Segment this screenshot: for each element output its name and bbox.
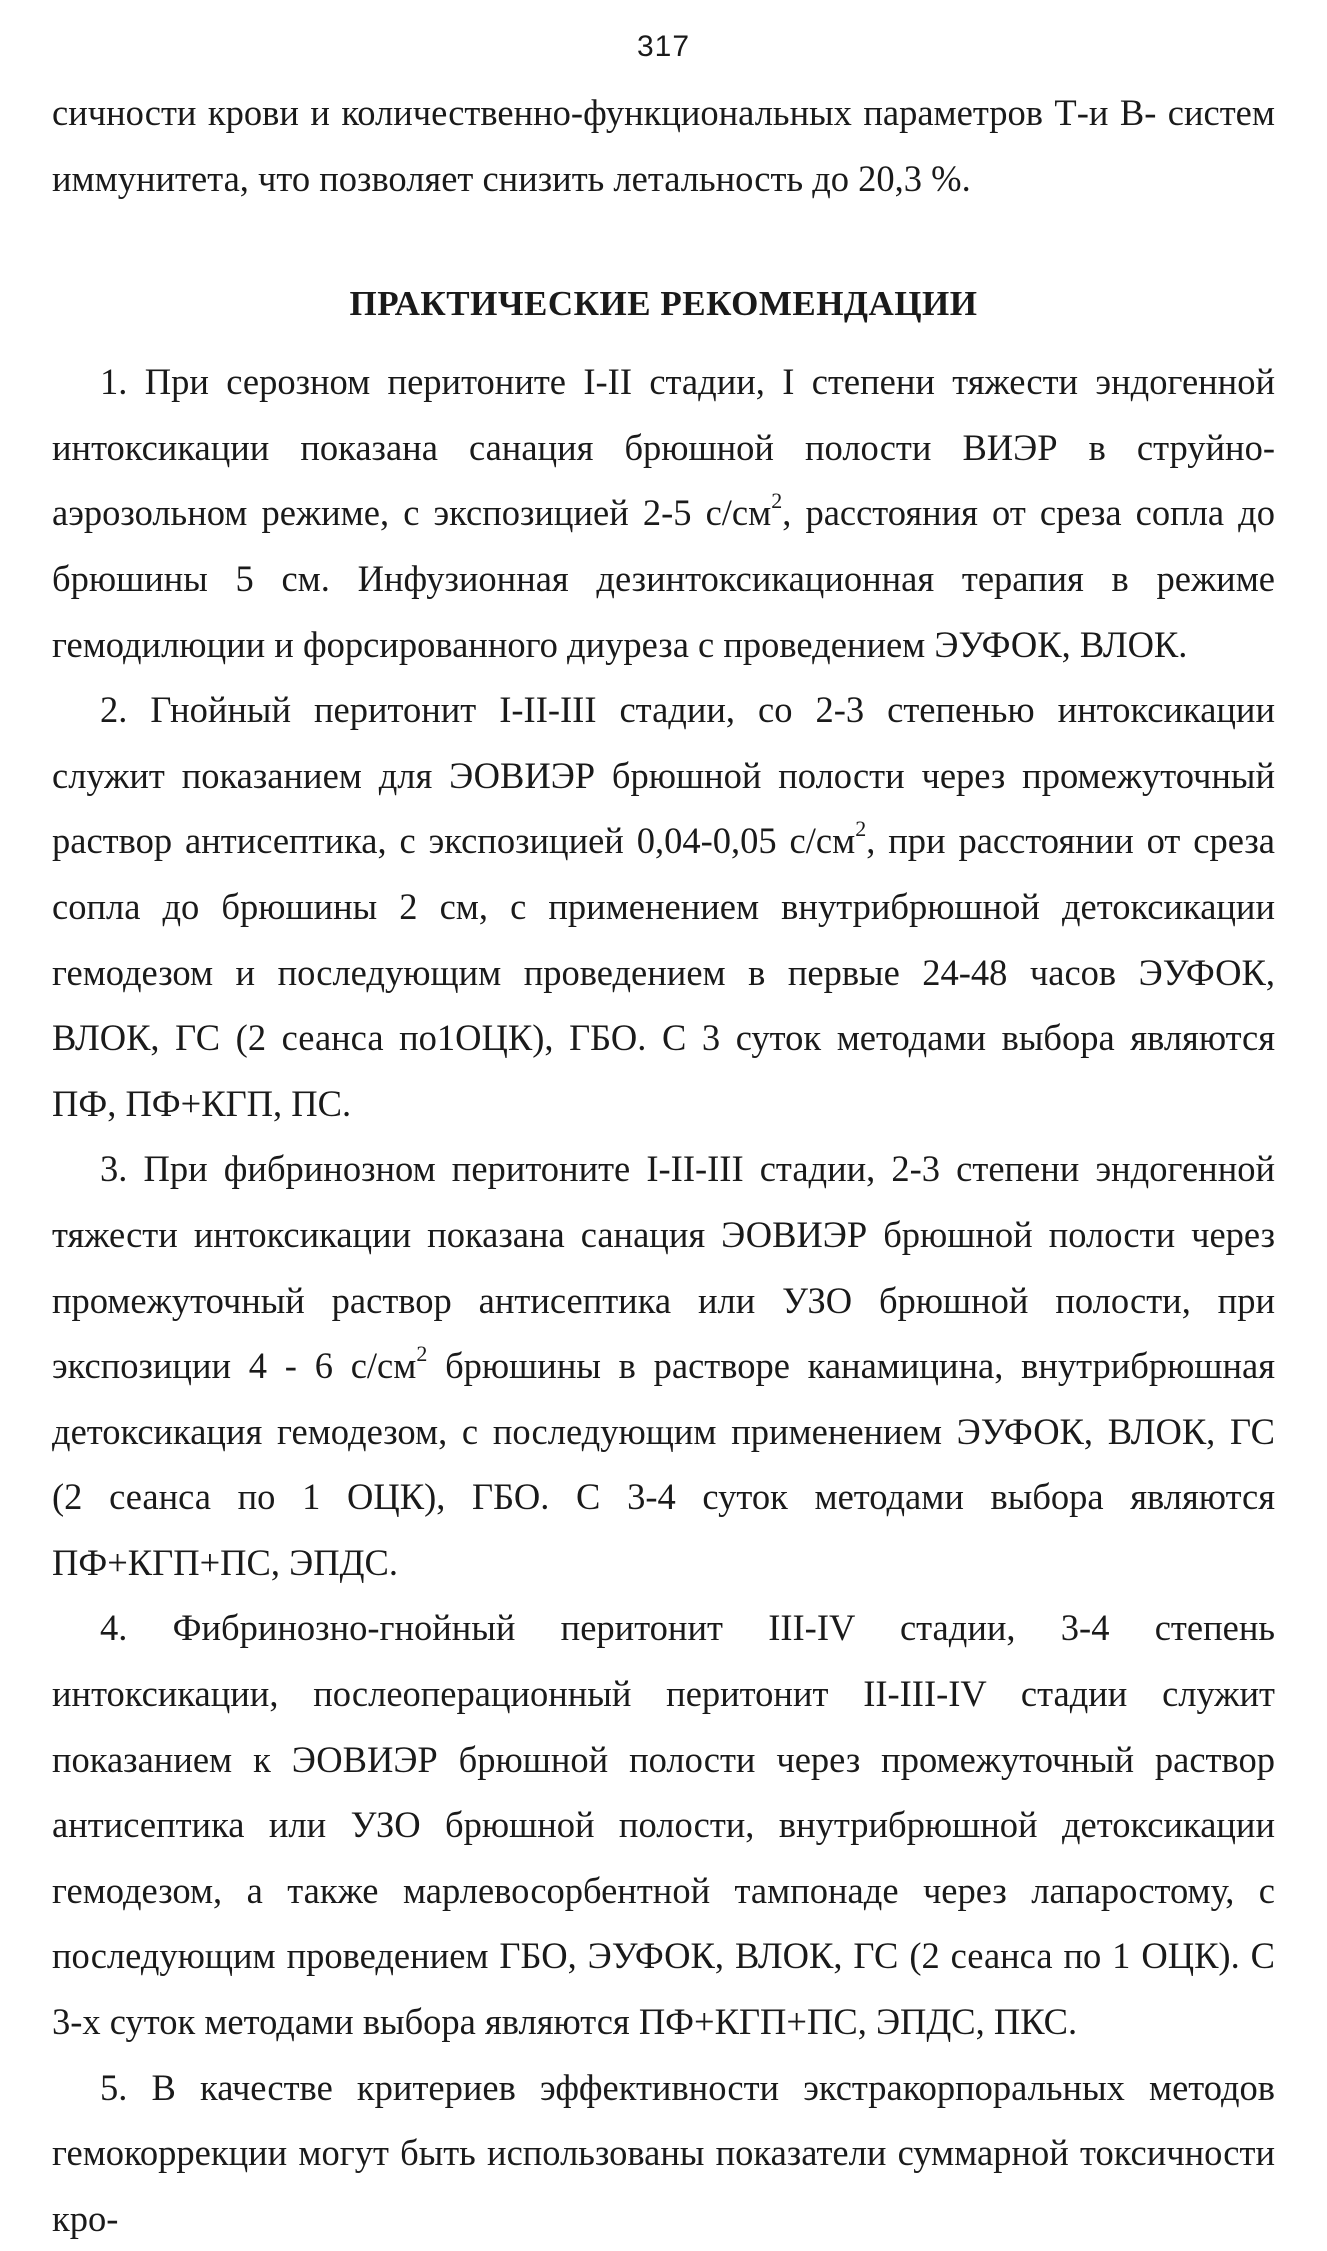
recommendation-text-cont: , расстояния от среза сопла до брюшины 5 см. Инфузионная дезинтоксикационная терапия в режиме гемодилюции и форсированного диуреза с проведением ЭУФОК, ВЛОК. — [52, 492, 1275, 665]
recommendation-number: 4. — [100, 1607, 128, 1649]
recommendation-3 — [52, 1136, 1275, 1595]
recommendation-text: При фибринозном перитоните I-II-III стадии, 2-3 степени эндогенной тяжести интоксикации показана санация ЭОВИЭР брюшной полости через промежуточный раствор антисептика или УЗО брюшной полости, при экспозиции 4 - 6 с/см — [52, 1148, 1276, 1387]
recommendation-text-cont: брюшины в растворе канамицина, внутрибрюшная детоксикация гемодезом, с последующим применением ЭУФОК, ВЛОК, ГС (2 сеанса по 1 ОЦК), ГБО. С 3-4 суток методами выбора являются ПФ+КГП+ПС, ЭПДС. — [52, 1345, 1276, 1583]
section-heading: ПРАКТИЧЕСКИЕ РЕКОМЕНДАЦИИ — [349, 284, 978, 324]
recommendation-text-cont: , при расстоянии от среза сопла до брюшины 2 см, с применением внутрибрюшной детоксикации гемодезом и последующим проведением в первые 24-48 часов ЭУФОК, ВЛОК, ГС (2 сеанса по1ОЦК), ГБО. С 3 суток методами выбора являются ПФ, ПФ+КГП, ПС. — [52, 820, 1275, 1124]
recommendation-text: При серозном перитоните I-II стадии, I степени тяжести эндогенной интоксикации показана санация брюшной полости ВИЭР в струйно-аэрозольном режиме, с экспозицией 2-5 с/см — [52, 361, 1275, 534]
recommendation-number: 2. — [100, 689, 128, 731]
body-text — [52, 80, 1275, 2251]
recommendation-number: 3. — [100, 1148, 128, 1190]
superscript: 2 — [855, 816, 867, 842]
recommendation-5 — [52, 2055, 1275, 2251]
intro-paragraph: сичности крови и количественно-функциональных параметров Т-и В- систем иммунитета, что позволяет снизить летальность до 20,3 %. — [52, 92, 1275, 199]
recommendation-text: Фибринозно-гнойный перитонит III-IV стадии, 3-4 степень интоксикации, послеоперационный перитонит II-III-IV стадии служит показанием к ЭОВИЭР брюшной полости через промежуточный раствор антисептика или УЗО брюшной полости, внутрибрюшной детоксикации гемодезом, а также марлевосорбентной тампонаде через лапаростому, с последующим проведением ГБО, ЭУФОК, ВЛОК, ГС (2 сеанса по 1 ОЦК). С 3-х суток методами выбора являются ПФ+КГП+ПС, ЭПДС, ПКС. — [52, 1607, 1275, 2043]
page-number: 317 — [636, 30, 691, 63]
recommendation-number: 1. — [100, 361, 128, 403]
superscript: 2 — [771, 488, 783, 514]
superscript: 2 — [416, 1340, 428, 1366]
recommendation-4 — [52, 1595, 1275, 2054]
recommendation-1 — [52, 349, 1275, 677]
recommendation-text: В качестве критериев эффективности экстракорпоральных методов гемокоррекции могут быть использованы показатели суммарной токсичности кро- — [52, 2066, 1276, 2239]
recommendation-text: Гнойный перитонит I-II-III стадии, со 2-3 степенью интоксикации служит показанием для ЭОВИЭР брюшной полости через промежуточный раствор антисептика, с экспозицией 0,04-0,05 с/см — [52, 689, 1275, 862]
recommendation-2 — [52, 677, 1275, 1136]
recommendation-number: 5. — [100, 2066, 128, 2108]
